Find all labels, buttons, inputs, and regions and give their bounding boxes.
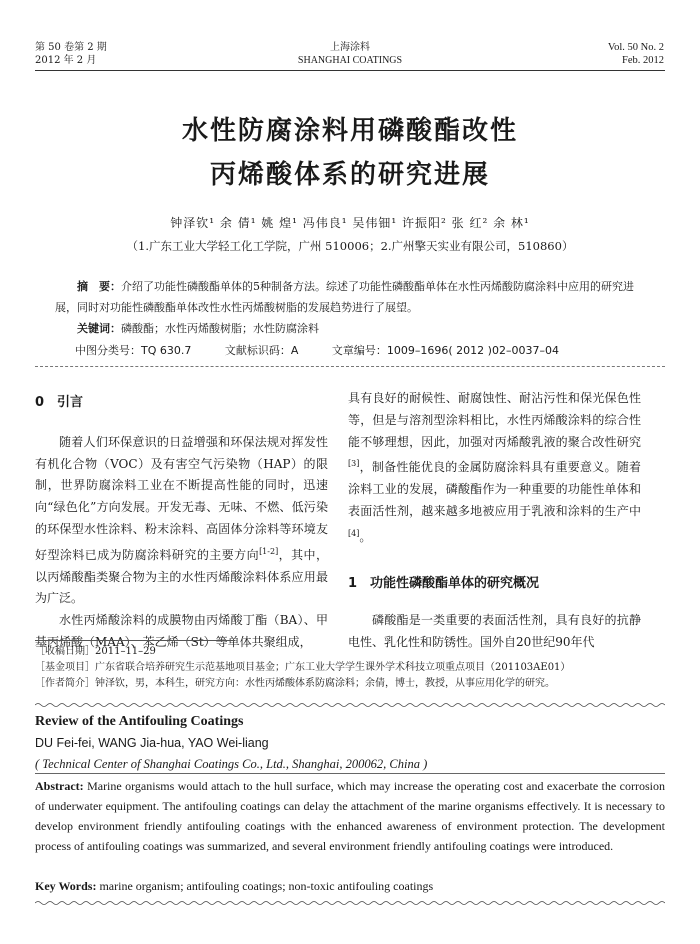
left-paragraph-1: [35, 432, 328, 610]
classification-row: [75, 342, 589, 358]
right-paragraph-1: [348, 388, 641, 549]
affiliation: （1.广东工业大学轻工化工学院，广州 510006；2.广州擎天实业有限公司，510860）: [126, 239, 574, 253]
header-journal-en: SHANGHAI COATINGS: [297, 55, 403, 66]
left-paragraph-2: 水性丙烯酸涂料的成膜物由丙烯酸丁酯（BA）、甲基丙烯酸（MAA）、苯乙烯（St）等单体共聚组成，: [35, 613, 328, 649]
english-rule: [35, 773, 665, 774]
wavy-separator-top: [35, 702, 665, 708]
english-abstract-label: Abstract:: [35, 779, 84, 793]
english-keywords-label: Key Words:: [35, 879, 97, 893]
footnotes: [35, 644, 655, 692]
title-line-1: 水性防腐涂料用磷酸酯改性: [181, 116, 518, 146]
footnote-fund: ［基金项目］广东省联合培养研究生示范基地项目基金；广东工业大学学生课外学术科技立项重点项目（201103AE01）: [35, 662, 571, 673]
header-volume-cn: 第 50 卷第 2 期: [35, 42, 107, 53]
left-column: [35, 392, 328, 654]
english-keywords: [35, 879, 433, 894]
header-date-en: Feb. 2012: [622, 55, 664, 66]
abstract-cn: [55, 276, 640, 339]
title-line-2: 丙烯酸体系的研究进展: [209, 160, 490, 190]
left-paragraph-1-tail: ，其中，以丙烯酸酯类聚合物为主的水性丙烯酸涂料体系应用最为广泛。: [35, 547, 328, 606]
header-journal: [0, 41, 700, 67]
footnote-author: ［作者简介］钟泽钦，男，本科生，研究方向：水性丙烯酸体系防腐涂料；余倩，博士，教授，从事应用化学的研究。: [35, 678, 555, 689]
left-paragraph-1-text: 随着人们环保意识的日益增强和环保法规对挥发性有机化合物（VOC）及有害空气污染物（HAP）的限制，世界防腐涂料工业在不断提高性能的同时，迅速向“绿色化”方向发展。开发无毒、无味、不燃、低污染的环保型水性涂料、粉末涂料、高固体分涂料等环境友好型涂料已成为防腐涂料研究的主要方向: [35, 434, 328, 562]
keywords-cn: 磷酸酯；水性丙烯酸树脂；水性防腐涂料: [121, 322, 319, 335]
ref-4: [4]: [348, 528, 360, 538]
wavy-separator-bottom: [35, 900, 665, 906]
header-vol-en: Vol. 50 No. 2: [607, 42, 664, 53]
footnote-rule: [35, 640, 235, 641]
header-date-cn: 2012 年 2 月: [35, 55, 97, 66]
right-paragraph-1-text: 具有良好的耐候性、耐腐蚀性、耐沾污性和保光保色性等，但是与溶剂型涂料相比，水性丙烯酸涂料的综合性能不够理想，因此，加强对丙烯酸乳液的聚合改性研究: [348, 391, 641, 449]
right-paragraph-1-end: 。: [359, 529, 372, 544]
footnote-received: ［收稿日期］2011–11–29: [35, 646, 156, 657]
article-number: 文章编号：1009–1696( 2012 )02–0037–04: [331, 344, 559, 357]
header-volume-en: [608, 41, 664, 67]
ref-1-2: [1-2]: [259, 546, 279, 556]
english-authors: DU Fei-fei, WANG Jia-hua, YAO Wei-liang: [35, 736, 269, 750]
abstract-cn-label: 摘 要：: [77, 280, 121, 293]
abstract-rule: [35, 366, 665, 367]
document-code: 文献标识码：A: [224, 344, 299, 357]
english-abstract-text: Marine organisms would attach to the hull surface, which may increase the operating cost and exacerbate the corrosion of underwater equipment. The antifouling coatings can delay the attachment of the marine organisms effectively. It is necessary to develop environment friendly antifouling coatings with the enhanced awareness of environment protection. The development process of antifouling coatings was summarized, and several environment friendly antifouling coatings were introduced.: [35, 779, 665, 853]
ref-3: [3]: [348, 459, 360, 469]
right-column: [348, 388, 641, 654]
right-paragraph-2: 磷酸酯是一类重要的表面活性剂，具有良好的抗静电性、乳化性和防锈性。国外自20世纪90年代: [348, 613, 641, 650]
header-journal-cn: 上海涂料: [330, 42, 370, 53]
section-0-heading: 0 引言: [35, 395, 84, 410]
english-title: Review of the Antifouling Coatings: [35, 714, 244, 729]
clc-number: 中图分类号：TQ 630.7: [75, 344, 192, 357]
english-affiliation: ( Technical Center of Shanghai Coatings Co., Ltd., Shanghai, 200062, China ): [35, 757, 428, 771]
section-1-heading: 1 功能性磷酸酯单体的研究概况: [348, 575, 540, 591]
english-keywords-text: marine organism; antifouling coatings; non-toxic antifouling coatings: [96, 879, 434, 893]
header-rule: [35, 70, 665, 71]
author-list: 钟泽钦¹ 余 倩¹ 姚 煌¹ 冯伟良¹ 吴伟钿¹ 许振阳² 张 红² 余 林¹: [170, 216, 530, 230]
english-abstract: [35, 776, 665, 856]
abstract-cn-text: 介绍了功能性磷酸酯单体的5种制备方法。综述了功能性磷酸酯单体在水性丙烯酸防腐涂料中应用的研究进展，同时对功能性磷酸酯单体改性水性丙烯酸树脂的发展趋势进行了展望。: [55, 280, 634, 314]
keywords-cn-label: 关键词：: [77, 322, 121, 335]
right-paragraph-1-mid: ，制备性能优良的金属防腐涂料具有重要意义。随着涂料工业的发展，磷酸酯作为一种重要的功能性单体和表面活性剂，越来越多地被应用于乳液和涂料的生产中: [348, 460, 641, 518]
